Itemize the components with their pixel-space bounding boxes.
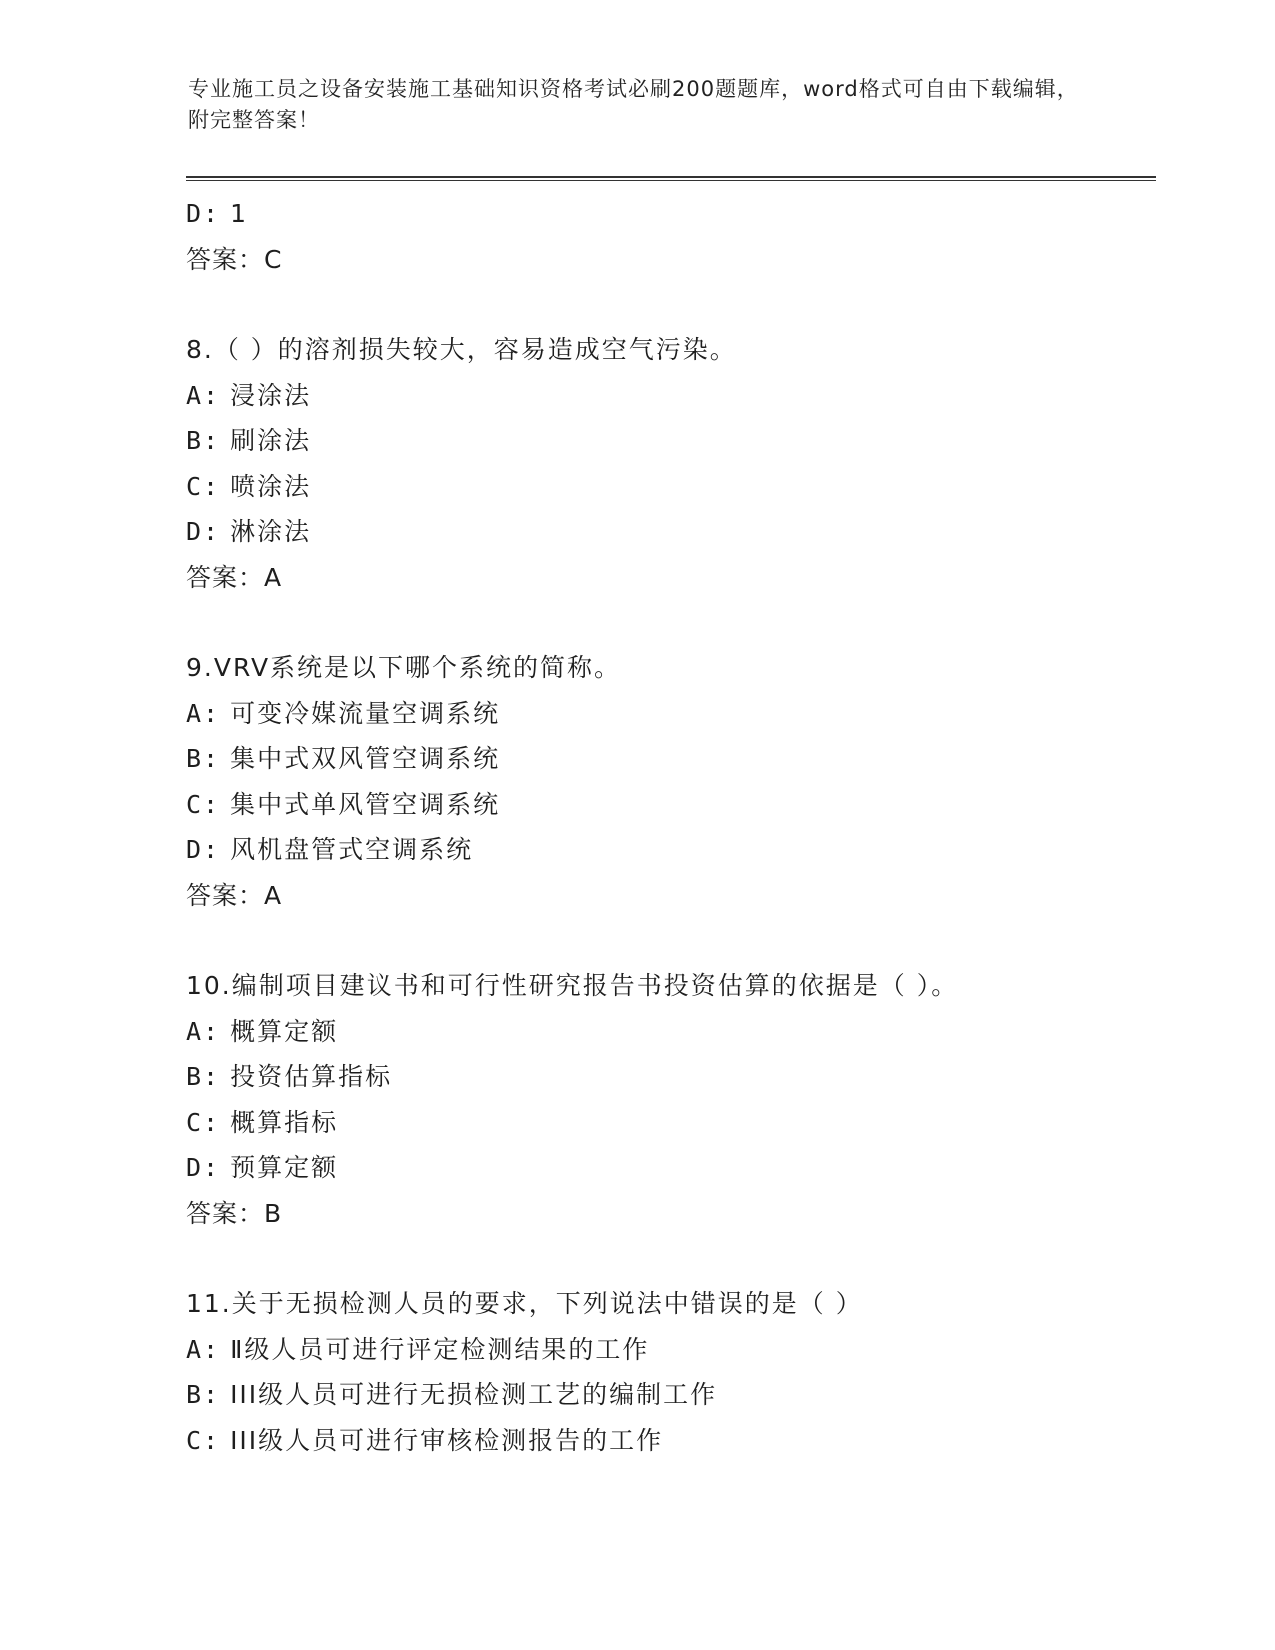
option-key: A: (186, 698, 221, 728)
option-line (186, 373, 1156, 419)
option-text: 投资估算指标 (230, 1062, 393, 1091)
option-text: 集中式双风管空调系统 (230, 744, 501, 773)
option-key: C: (186, 789, 221, 819)
option-key: B: (186, 744, 221, 773)
option-line (186, 1009, 1156, 1055)
header-divider (186, 176, 1156, 181)
option-text: III级人员可进行无损检测工艺的编制工作 (230, 1380, 718, 1409)
option-text: 可变冷媒流量空调系统 (230, 698, 501, 728)
answer-line: 答案：A (186, 880, 283, 910)
option-key: A: (186, 380, 221, 410)
option-line (186, 1372, 1156, 1418)
spacer (186, 600, 1156, 645)
answer-line: 答案：A (186, 562, 283, 592)
option-text: 概算定额 (230, 1016, 339, 1046)
spacer (186, 282, 1156, 327)
spacer (186, 1236, 1156, 1281)
option-line (186, 1100, 1156, 1146)
option-line (186, 509, 1156, 555)
option-line (186, 827, 1156, 873)
option-key: D: (186, 517, 221, 546)
question-stem: 11.关于无损检测人员的要求，下列说法中错误的是（ ） (186, 1289, 863, 1318)
option-line (186, 691, 1156, 737)
option-line (186, 1054, 1156, 1100)
option-key: D: (186, 199, 221, 228)
answer-line: 答案：C (186, 244, 283, 274)
option-key: A: (186, 1016, 221, 1046)
option-key: C: (186, 1107, 221, 1137)
option-text: 浸涂法 (230, 380, 312, 410)
option-key: D: (186, 835, 221, 864)
option-text: III级人员可进行审核检测报告的工作 (230, 1425, 664, 1455)
option-key: C: (186, 471, 221, 501)
question-stem: 8.（ ）的溶剂损失较大，容易造成空气污染。 (186, 335, 737, 364)
option-text: 喷涂法 (230, 471, 312, 501)
option-line (186, 1145, 1156, 1191)
option-text: 预算定额 (230, 1153, 339, 1182)
option-text: 1 (230, 199, 248, 228)
option-text: 概算指标 (230, 1107, 339, 1137)
option-key: B: (186, 426, 221, 455)
option-line (186, 418, 1156, 464)
option-text: 刷涂法 (230, 426, 312, 455)
option-line (186, 1418, 1156, 1464)
question-stem: 10.编制项目建议书和可行性研究报告书投资估算的依据是（ ）。 (186, 971, 959, 1000)
option-key: B: (186, 1380, 221, 1409)
option-key: C: (186, 1425, 221, 1455)
question-stem: 9.VRV系统是以下哪个系统的简称。 (186, 653, 622, 682)
answer-line: 答案：B (186, 1198, 283, 1228)
document-header: 专业施工员之设备安装施工基础知识资格考试必刷200题题库，word格式可自由下载编辑，附完整答案！ (188, 77, 1079, 132)
option-line (186, 1327, 1156, 1373)
option-text: 集中式单风管空调系统 (230, 789, 501, 819)
option-text: 淋涂法 (230, 517, 312, 546)
question-list (186, 191, 1156, 1463)
option-line (186, 464, 1156, 510)
spacer (186, 918, 1156, 963)
option-text: Ⅱ级人员可进行评定检测结果的工作 (230, 1334, 650, 1364)
option-line (186, 782, 1156, 828)
option-key: D: (186, 1153, 221, 1182)
option-line (186, 191, 1156, 237)
option-key: A: (186, 1334, 221, 1364)
option-key: B: (186, 1062, 221, 1091)
option-text: 风机盘管式空调系统 (230, 835, 474, 864)
option-line (186, 736, 1156, 782)
